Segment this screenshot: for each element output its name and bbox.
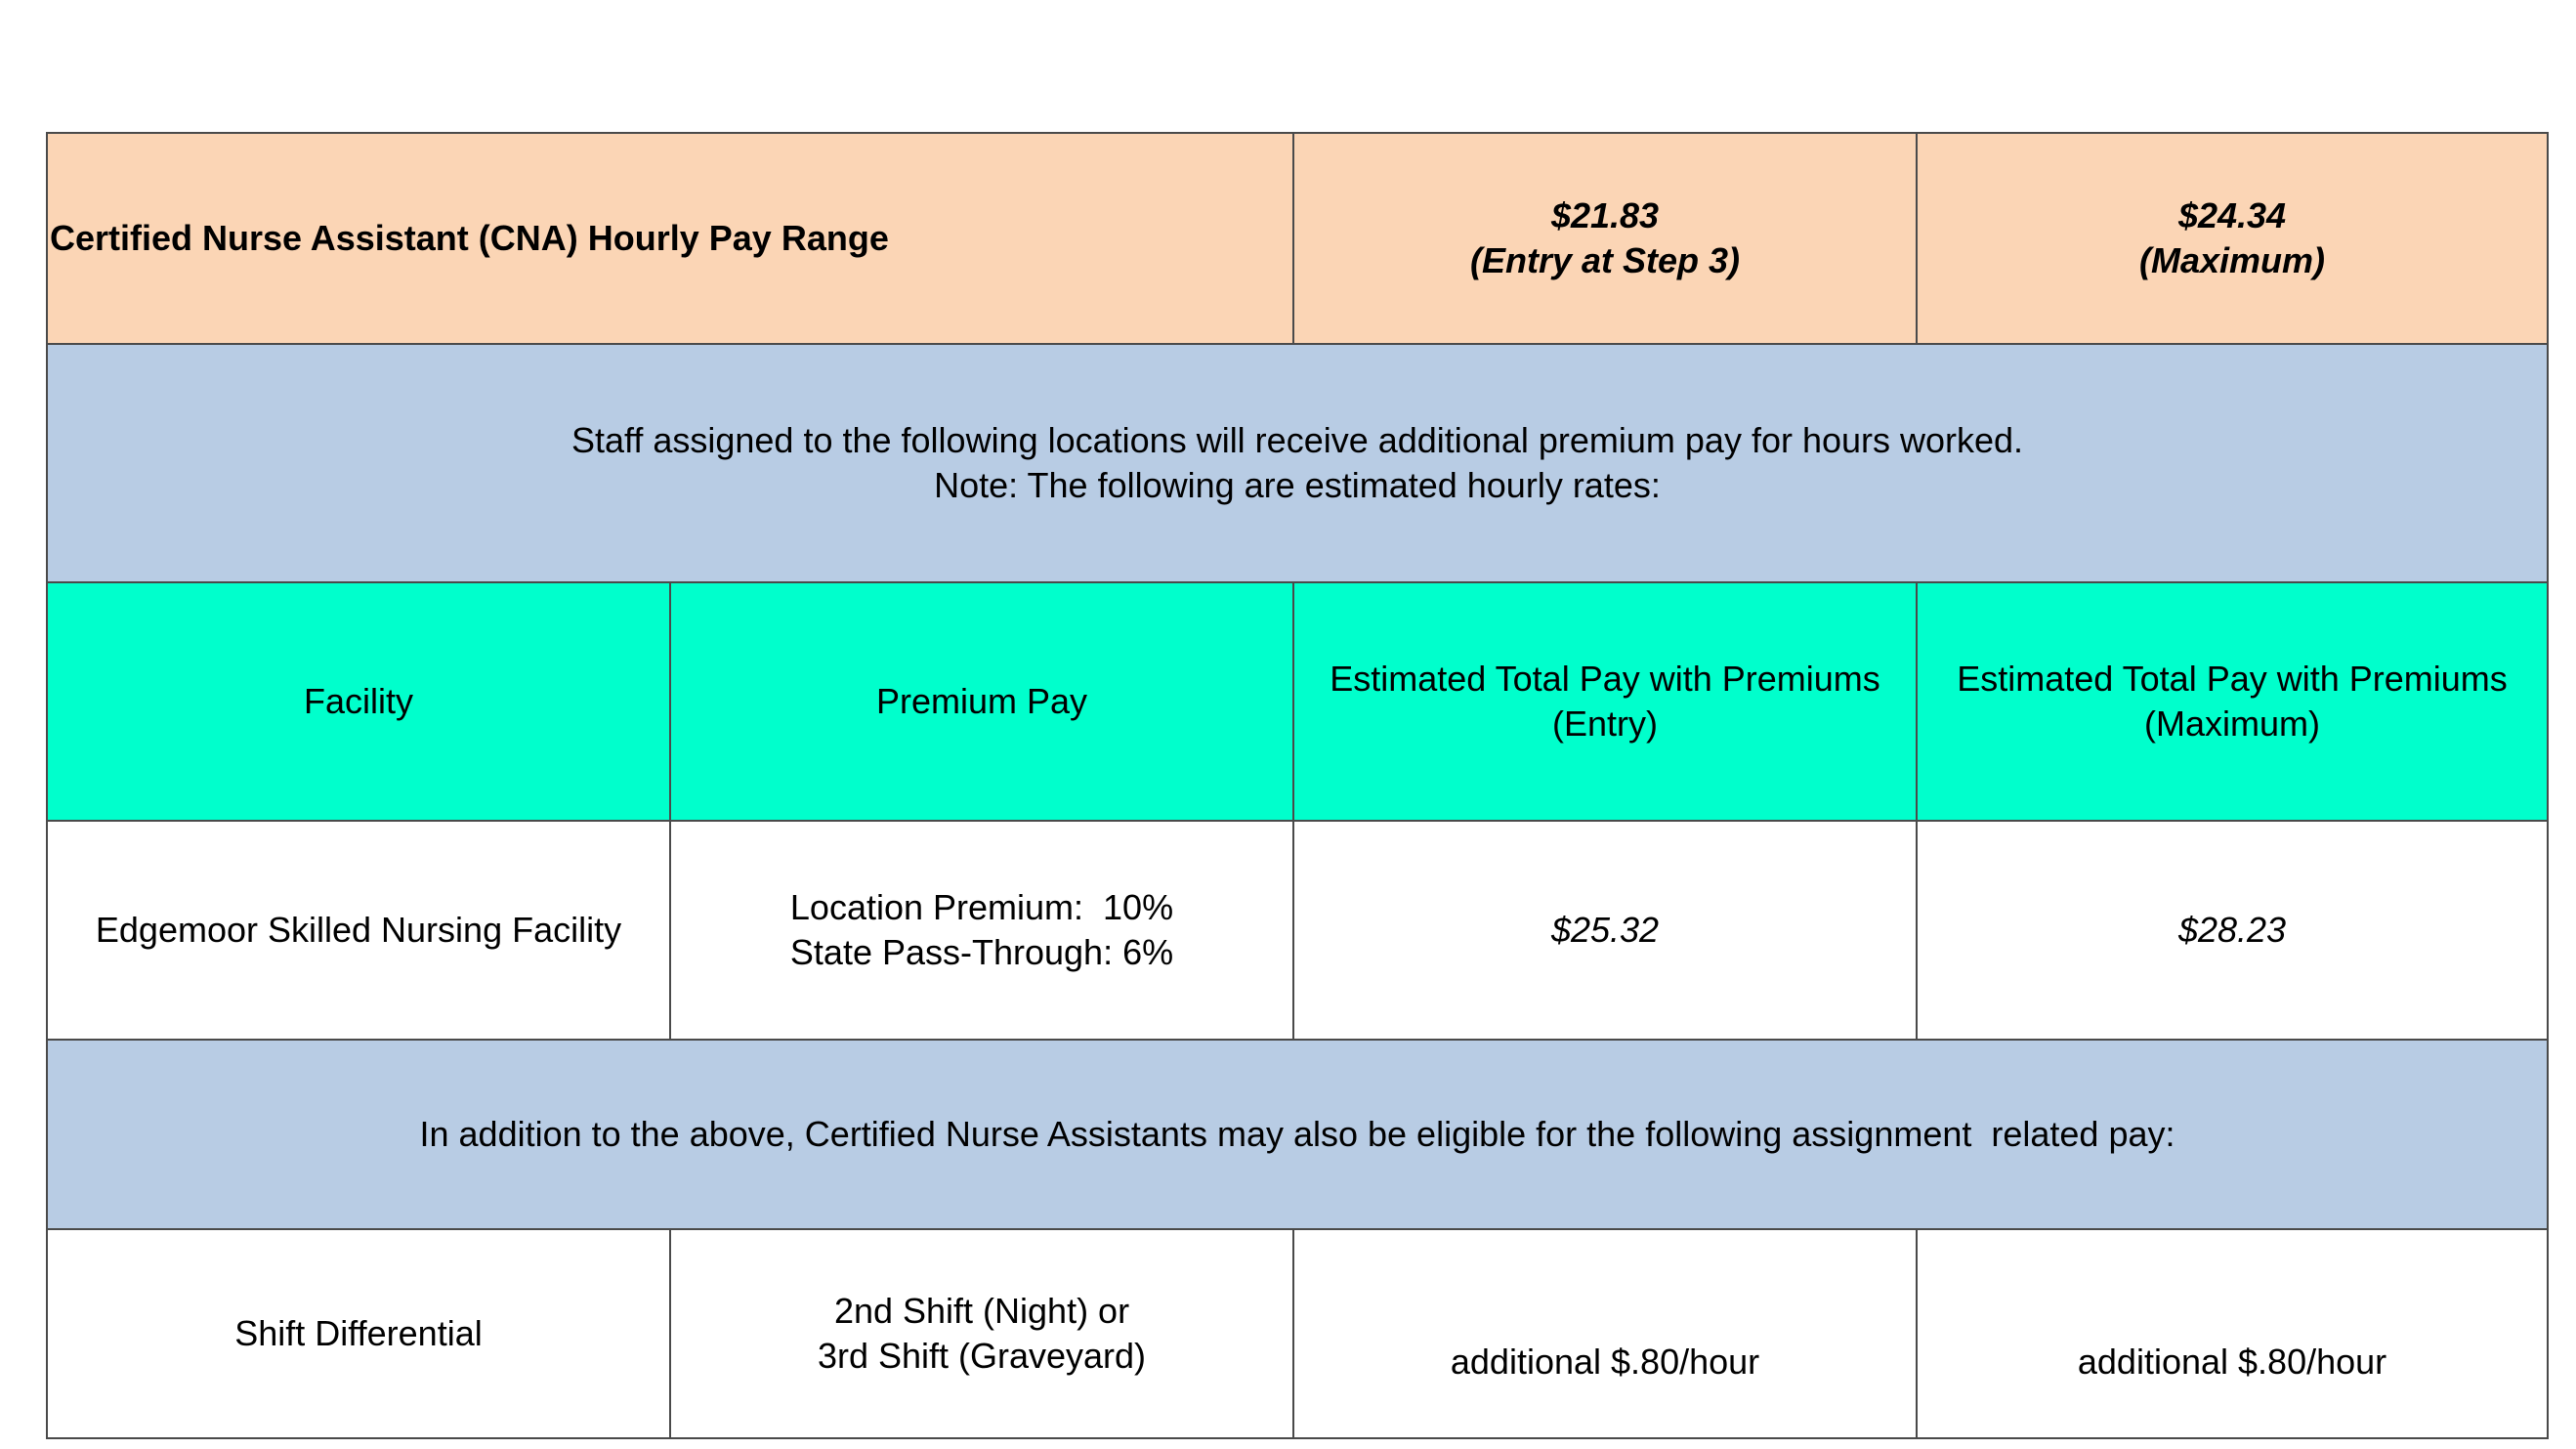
premium-note-cell [47, 344, 2548, 582]
entry-total-cell [1293, 821, 1917, 1040]
entry-total-value: $25.32 [1550, 910, 1660, 950]
entry-rate-label: (Entry at Step 3) [1469, 240, 1741, 280]
max-total-header-line1: Estimated Total Pay with Premiums [1957, 659, 2508, 699]
state-pass-through: State Pass-Through: 6% [789, 932, 1174, 972]
premium-note-line1: Staff assigned to the following locations will receive additional premium pay for hours worked. [570, 420, 2024, 460]
shift-entry-rate-cell [1293, 1229, 1917, 1438]
shift-line1: 2nd Shift (Night) or [833, 1291, 1130, 1331]
max-rate: $24.34 [2177, 195, 2287, 235]
entry-rate: $21.83 [1550, 195, 1660, 235]
max-total-cell [1917, 821, 2548, 1040]
column-header-row [47, 582, 2548, 821]
column-header-premium-pay [670, 582, 1293, 821]
pay-range-header-row [47, 133, 2548, 344]
cna-pay-table [46, 132, 2549, 1439]
premium-pay-cell [670, 821, 1293, 1040]
premium-note-row [47, 344, 2548, 582]
entry-total-header-line1: Estimated Total Pay with Premiums [1330, 659, 1880, 699]
shift-differential-label: Shift Differential [234, 1313, 483, 1353]
table-row [47, 821, 2548, 1040]
pay-range-title-text: Certified Nurse Assistant (CNA) Hourly Pay Range [50, 218, 889, 258]
column-header-facility [47, 582, 670, 821]
entry-total-header-line2: (Entry) [1552, 703, 1659, 744]
max-rate-label: (Maximum) [2139, 240, 2326, 280]
premium-note-line2: Note: The following are estimated hourly rates: [934, 465, 1661, 505]
table-row [47, 1229, 2548, 1438]
assignment-note-row [47, 1040, 2548, 1229]
facility-name: Edgemoor Skilled Nursing Facility [95, 910, 622, 950]
max-total-header-line2: (Maximum) [2144, 703, 2320, 744]
max-rate-cell [1917, 133, 2548, 344]
max-total-value: $28.23 [2177, 910, 2287, 950]
location-premium: Location Premium: 10% [789, 887, 1174, 927]
pay-range-title [47, 133, 1293, 344]
premium-pay-header-label: Premium Pay [875, 681, 1088, 721]
shift-entry-rate: additional $.80/hour [1450, 1342, 1760, 1382]
column-header-max-total [1917, 582, 2548, 821]
shift-line2: 3rd Shift (Graveyard) [817, 1336, 1147, 1376]
assignment-note-text: In addition to the above, Certified Nurse Assistants may also be eligible for the following assignment related pay: [419, 1114, 2175, 1154]
assignment-note-cell [47, 1040, 2548, 1229]
shift-description-cell [670, 1229, 1293, 1438]
shift-max-rate: additional $.80/hour [2077, 1342, 2387, 1382]
facility-header-label: Facility [303, 681, 413, 721]
column-header-entry-total [1293, 582, 1917, 821]
facility-name-cell [47, 821, 670, 1040]
shift-max-rate-cell [1917, 1229, 2548, 1438]
shift-differential-cell [47, 1229, 670, 1438]
entry-rate-cell [1293, 133, 1917, 344]
